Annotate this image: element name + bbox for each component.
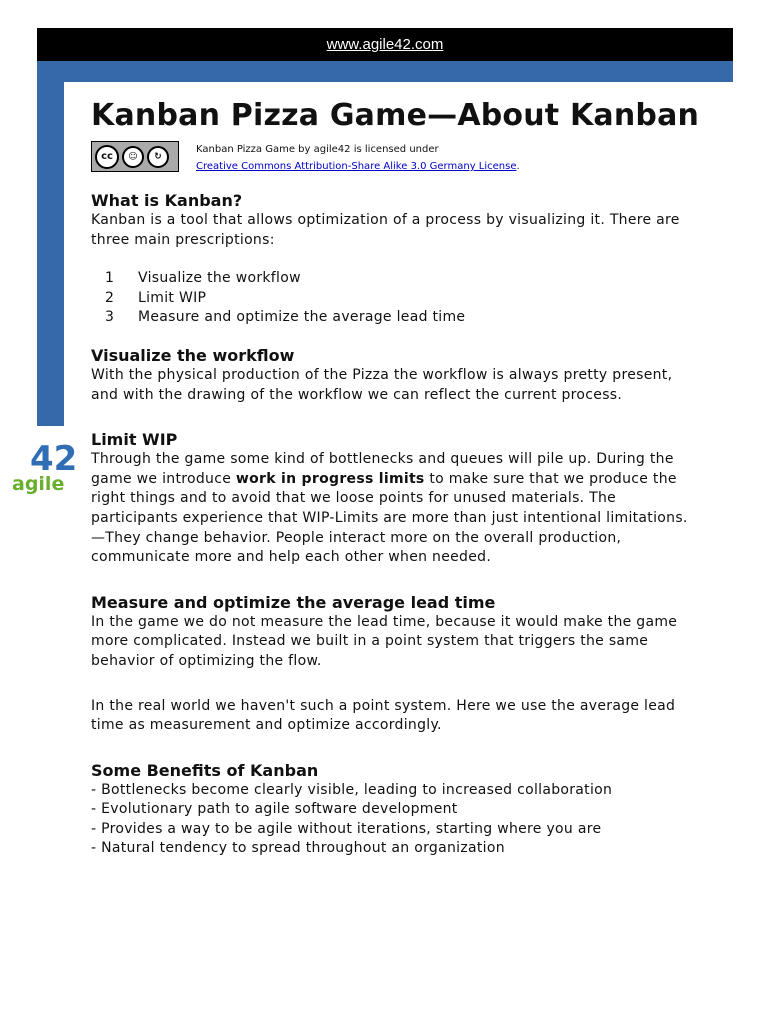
section-what-is-kanban [91, 191, 701, 328]
list-item: - Evolutionary path to agile software development [91, 801, 458, 818]
agile42-logo [10, 436, 78, 495]
list-item: 2 Limit WIP [105, 289, 207, 306]
accent-bar-top [37, 61, 733, 82]
cc-icon: cc [95, 145, 119, 169]
section-heading: Some Benefits of Kanban [91, 760, 319, 780]
section-benefits [91, 761, 701, 859]
page-title: Kanban Pizza Game—About Kanban [91, 98, 700, 133]
header-bar [37, 28, 733, 61]
section-text: Through the game some kind of bottlenecks and queues will pile up. During the game we introduce work in progress limits to make sure that we produce the right things and to avoid that we loose points for unused materials. The participants experience that WIP-Limits are more than just intentional limitations. —They change behavior. People interact more on the overall production, communicate more and help each other when needed. [91, 451, 688, 566]
logo-number: 42 [30, 439, 78, 479]
section-heading: Limit WIP [91, 430, 178, 450]
section-text: With the physical production of the Pizza the workflow is always pretty present, and with the drawing of the workflow we can reflect the current process. [91, 366, 673, 403]
emphasis-text: work in progress limits [235, 470, 425, 487]
license-line: Kanban Pizza Game by agile42 is licensed under [196, 144, 439, 155]
list-item: - Bottlenecks become clearly visible, leading to increased collaboration [91, 781, 613, 798]
logo-word: agile [12, 473, 65, 495]
section-limit-wip [91, 430, 701, 568]
list-item: 1 Visualize the workflow [105, 270, 301, 287]
section-visualize [91, 346, 701, 405]
section-heading: Visualize the workflow [91, 345, 295, 365]
section-heading: Measure and optimize the average lead time [91, 592, 496, 612]
license-block [91, 141, 701, 175]
section-text: In the game we do not measure the lead time, because it would make the game more complicated. Instead we built in a point system that triggers the same behavior of optimizing the flow. [91, 613, 678, 669]
section-text: Kanban is a tool that allows optimization of a process by visualizing it. There are three main prescriptions: [91, 212, 680, 248]
benefits-list [91, 781, 701, 859]
main-content [91, 96, 701, 859]
section-measure [91, 593, 701, 736]
license-period: . [516, 161, 520, 172]
list-item: - Provides a way to be agile without iterations, starting where you are [91, 820, 602, 837]
site-link[interactable]: www.agile42.com [326, 36, 444, 53]
section-heading: What is Kanban? [91, 191, 243, 210]
attribution-icon: ☺ [122, 146, 144, 168]
license-text [196, 141, 520, 175]
list-item: - Natural tendency to spread throughout an organization [91, 840, 505, 857]
license-link[interactable]: Creative Commons Attribution-Share Alike 3.0 Germany License [196, 161, 517, 172]
cc-license-badge[interactable] [91, 141, 179, 172]
prescriptions-list [91, 269, 701, 328]
share-alike-icon: ↻ [147, 146, 169, 168]
section-text: In the real world we haven't such a point system. Here we use the average lead time as measurement and optimize accordingly. [91, 697, 676, 734]
accent-bar-left [37, 82, 64, 426]
list-item: 3 Measure and optimize the average lead time [105, 309, 466, 326]
